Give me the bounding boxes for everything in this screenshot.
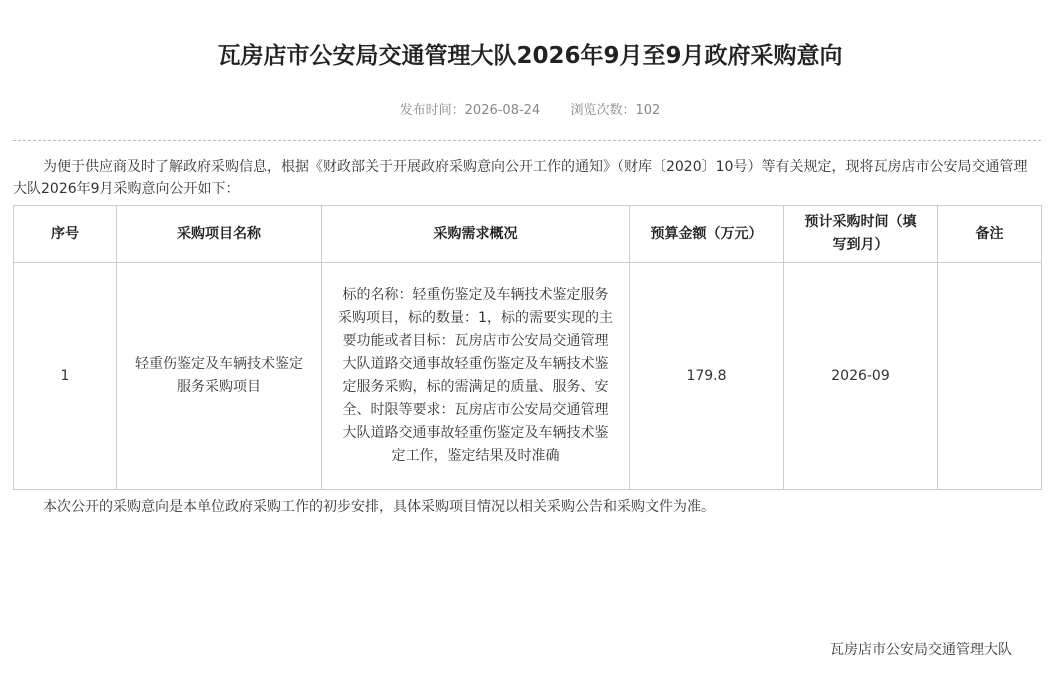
header-time: 预计采购时间（填写到月） bbox=[784, 206, 938, 263]
procurement-table bbox=[13, 205, 1042, 490]
header-requirements: 采购需求概况 bbox=[322, 206, 630, 263]
cell-remark bbox=[938, 263, 1042, 490]
views-count: 102 bbox=[635, 103, 661, 118]
article-meta bbox=[0, 101, 1060, 121]
cell-name: 轻重伤鉴定及车辆技术鉴定服务采购项目 bbox=[117, 263, 322, 490]
publish-date: 2026-08-24 bbox=[464, 103, 541, 118]
table-header-row bbox=[14, 206, 1042, 263]
cell-index: 1 bbox=[14, 263, 117, 490]
page-title: 瓦房店市公安局交通管理大队2026年9月至9月政府采购意向 bbox=[217, 43, 843, 69]
header-name: 采购项目名称 bbox=[117, 206, 322, 263]
cell-requirements: 标的名称：轻重伤鉴定及车辆技术鉴定服务采购项目，标的数量：1，标的需要实现的主要功能或者目标：瓦房店市公安局交通管理大队道路交通事故轻重伤鉴定及车辆技术鉴定服务采购，标的需满足的质量、服务、安全、时限等要求：瓦房店市公安局交通管理大队道路交通事故轻重伤鉴定及车辆技术鉴定工作，鉴定结果及时准确 bbox=[322, 263, 630, 490]
title-divider bbox=[13, 140, 1041, 141]
table-row bbox=[14, 263, 1042, 490]
publish-label: 发布时间： bbox=[399, 103, 465, 118]
header-remark: 备注 bbox=[938, 206, 1042, 263]
cell-time: 2026-09 bbox=[784, 263, 938, 490]
signature: 瓦房店市公安局交通管理大队 bbox=[830, 642, 1012, 658]
intro-paragraph: 为便于供应商及时了解政府采购信息，根据《财政部关于开展政府采购意向公开工作的通知》（财库〔2020〕10号）等有关规定，现将瓦房店市公安局交通管理大队2026年9月采购意向公开如下： bbox=[13, 159, 1028, 197]
header-index: 序号 bbox=[14, 206, 117, 263]
cell-budget: 179.8 bbox=[630, 263, 784, 490]
closing-paragraph: 本次公开的采购意向是本单位政府采购工作的初步安排，具体采购项目情况以相关采购公告和采购文件为准。 bbox=[43, 499, 715, 515]
views-label: 浏览次数： bbox=[570, 103, 636, 118]
header-budget: 预算金额（万元） bbox=[630, 206, 784, 263]
